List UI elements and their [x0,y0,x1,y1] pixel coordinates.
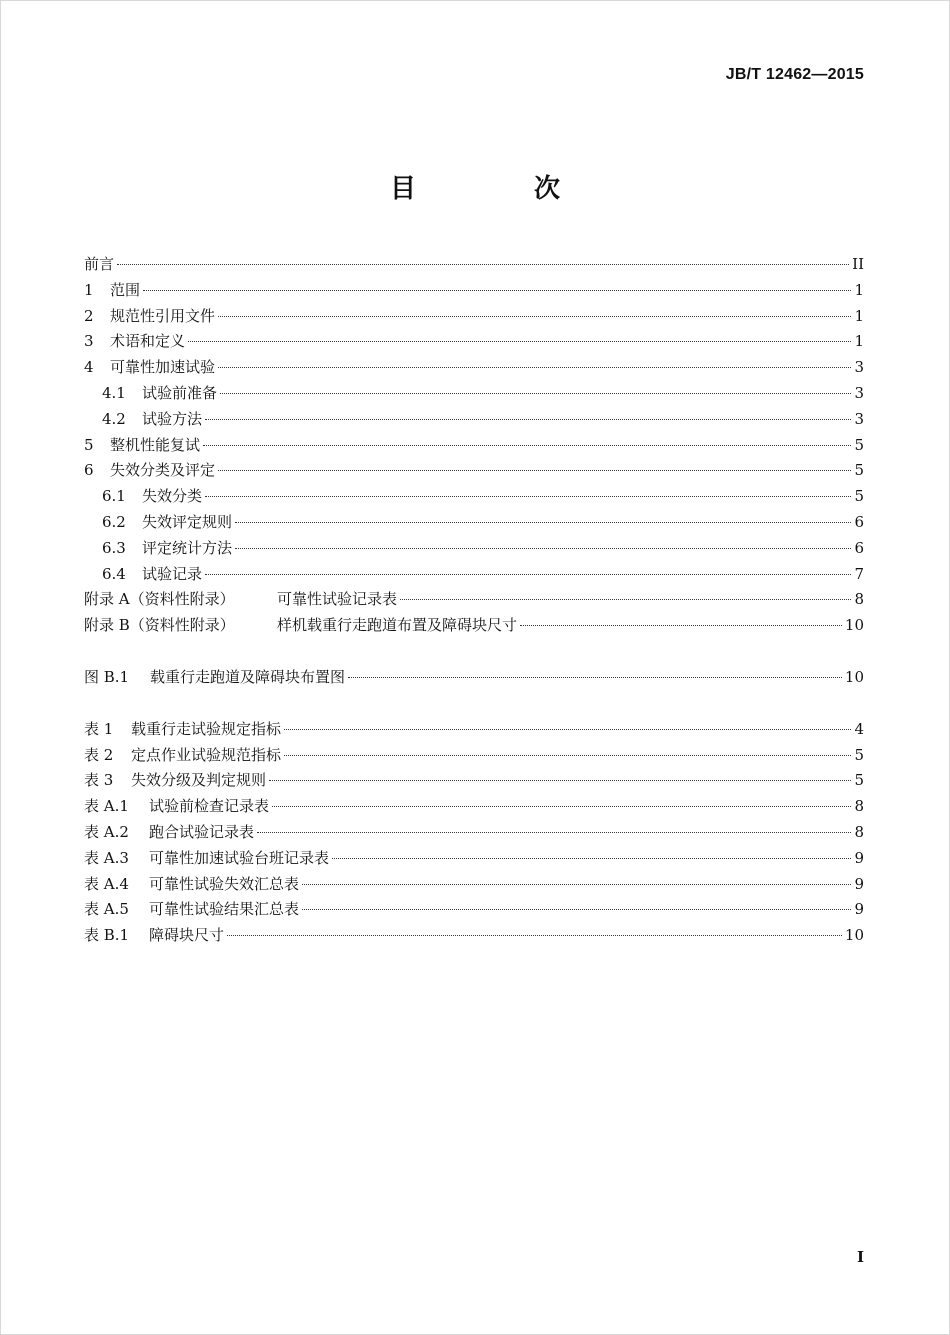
dot-leader [205,496,851,497]
toc-entry-page: 5 [854,745,864,764]
dot-leader [203,445,851,446]
toc-entry-label: 样机载重行走跑道布置及障碍块尺寸 [277,616,518,635]
dot-leader [205,419,851,420]
toc-entry-page: 8 [854,797,864,816]
dot-leader [284,729,851,730]
toc-entry-label: 整机性能复试 [110,435,201,454]
toc-entry-page: 8 [854,822,864,841]
dot-leader [218,367,851,368]
dot-leader [117,264,849,265]
document-code: JB/T 12462—2015 [725,66,864,83]
toc-entry-label: 规范性引用文件 [110,306,216,325]
toc-entry-page: 6 [854,512,864,531]
toc-entry-number: 6 [84,461,94,480]
toc-entry-3[interactable] [84,329,864,355]
toc-entry-label: 可靠性加速试验台班记录表 [149,848,330,867]
dot-leader [302,884,851,885]
toc-entry-5[interactable] [84,433,864,459]
toc-entry-6-3[interactable] [84,536,864,562]
toc-entry-number: 图 B.1 [84,667,130,686]
dot-leader [218,316,851,317]
toc-entry-label: 评定统计方法 [142,538,233,557]
toc-entry-number: 表 A.2 [84,822,129,841]
toc-entry-page: 9 [854,848,864,867]
toc-entry-page: 10 [844,667,864,686]
toc-entry-appendix-b[interactable] [84,613,864,639]
toc-entry-1[interactable] [84,278,864,304]
toc-entry-6[interactable] [84,458,864,484]
toc-entry-label: 失效分类及评定 [110,461,216,480]
toc-entry-number: 6.1 [102,487,126,506]
page-number: I [856,1248,864,1266]
toc-entry-table-3[interactable] [84,768,864,794]
toc-entry-table-a3[interactable] [84,846,864,872]
dot-leader [302,909,851,910]
toc-entry-label: 可靠性试验记录表 [277,590,398,609]
toc-entry-label: 试验记录 [142,564,203,583]
toc-entry-number: 4 [84,358,94,377]
toc-entry-page: 3 [854,409,864,428]
toc-entry-label: 前言 [84,255,115,273]
toc-entry-label: 试验方法 [142,409,203,428]
toc-entry-4[interactable] [84,355,864,381]
toc-entry-number: 1 [84,280,94,299]
toc-entry-table-a5[interactable] [84,897,864,923]
toc-entry-number: 4.2 [102,409,126,428]
toc-entry-page: 5 [854,487,864,506]
toc-entry-page: 1 [854,332,864,351]
dot-leader [218,470,851,471]
toc-entry-label: 载重行走跑道及障碍块布置图 [150,667,346,686]
toc-entry-number: 表 1 [84,719,114,738]
dot-leader [348,677,842,678]
toc-entry-label: 载重行走试验规定指标 [131,719,282,738]
table-of-contents [84,252,864,949]
dot-leader [220,393,851,394]
toc-entry-page: 8 [854,590,864,609]
toc-entry-page: 3 [854,358,864,377]
dot-leader [143,290,851,291]
toc-entry-page: 9 [854,900,864,919]
toc-entry-number: 表 A.3 [84,848,129,867]
dot-leader [520,625,842,626]
toc-entry-6-4[interactable] [84,562,864,588]
toc-entry-page: 9 [854,874,864,893]
dot-leader [235,548,851,549]
toc-entry-foreword[interactable] [84,252,864,278]
toc-entry-label: 可靠性试验失效汇总表 [149,874,300,893]
toc-entry-page: 3 [854,383,864,402]
toc-entry-number: 3 [84,332,94,351]
toc-entry-number: 6.3 [102,538,126,557]
toc-entry-page: 5 [854,435,864,454]
dot-leader [332,858,851,859]
toc-entry-label: 可靠性加速试验 [110,358,216,377]
section-gap [84,691,864,717]
toc-entry-page: 1 [854,306,864,325]
toc-entry-label: 失效分类 [142,487,203,506]
toc-entry-number: 表 2 [84,745,114,764]
toc-entry-page: 1 [854,280,864,299]
toc-entry-table-2[interactable] [84,743,864,769]
toc-entry-figure-b1[interactable] [84,665,864,691]
toc-entry-page: 10 [844,926,864,945]
dot-leader [257,832,851,833]
toc-entry-appendix-a[interactable] [84,587,864,613]
toc-entry-number: 6.4 [102,564,126,583]
dot-leader [235,522,851,523]
toc-entry-label: 试验前准备 [142,383,218,402]
dot-leader [272,806,851,807]
toc-entry-label: 范围 [110,280,141,299]
dot-leader [400,599,851,600]
toc-entry-4-1[interactable] [84,381,864,407]
toc-entry-number: 表 B.1 [84,926,130,945]
dot-leader [227,935,842,936]
toc-entry-label: 失效评定规则 [142,512,233,531]
toc-entry-number: 附录 A（资料性附录） [84,590,235,609]
toc-entry-4-2[interactable] [84,407,864,433]
toc-entry-2[interactable] [84,304,864,330]
toc-entry-label: 定点作业试验规范指标 [131,745,282,764]
toc-entry-page: 4 [854,719,864,738]
toc-entry-table-a1[interactable] [84,794,864,820]
toc-entry-page: 10 [844,616,864,635]
dot-leader [284,755,851,756]
toc-entry-table-a2[interactable] [84,820,864,846]
toc-entry-table-1[interactable] [84,717,864,743]
dot-leader [205,574,851,575]
toc-entry-number: 2 [84,306,94,325]
section-gap [84,639,864,665]
toc-entry-number: 5 [84,435,94,454]
toc-entry-label: 术语和定义 [110,332,186,351]
toc-entry-number: 表 A.4 [84,874,129,893]
toc-entry-page: 7 [854,564,864,583]
toc-entry-label: 跑合试验记录表 [149,822,255,841]
toc-entry-page: 5 [854,771,864,790]
toc-entry-page: 5 [854,461,864,480]
toc-entry-6-2[interactable] [84,510,864,536]
toc-entry-number: 4.1 [102,383,126,402]
toc-entry-number: 附录 B（资料性附录） [84,616,235,635]
dot-leader [269,780,851,781]
toc-entry-label: 失效分级及判定规则 [131,771,267,790]
toc-entry-6-1[interactable] [84,484,864,510]
dot-leader [188,341,851,342]
toc-entry-number: 表 3 [84,771,114,790]
toc-entry-number: 表 A.1 [84,797,129,816]
toc-entry-table-a4[interactable] [84,872,864,898]
toc-entry-table-b1[interactable] [84,923,864,949]
toc-entry-label: 障碍块尺寸 [149,926,225,945]
toc-entry-number: 表 A.5 [84,900,129,919]
toc-entry-label: 可靠性试验结果汇总表 [149,900,300,919]
toc-entry-page: II [852,255,864,273]
toc-entry-label: 试验前检查记录表 [149,797,270,816]
toc-entry-page: 6 [854,538,864,557]
page-title: 目 次 [389,174,606,204]
toc-entry-number: 6.2 [102,512,126,531]
